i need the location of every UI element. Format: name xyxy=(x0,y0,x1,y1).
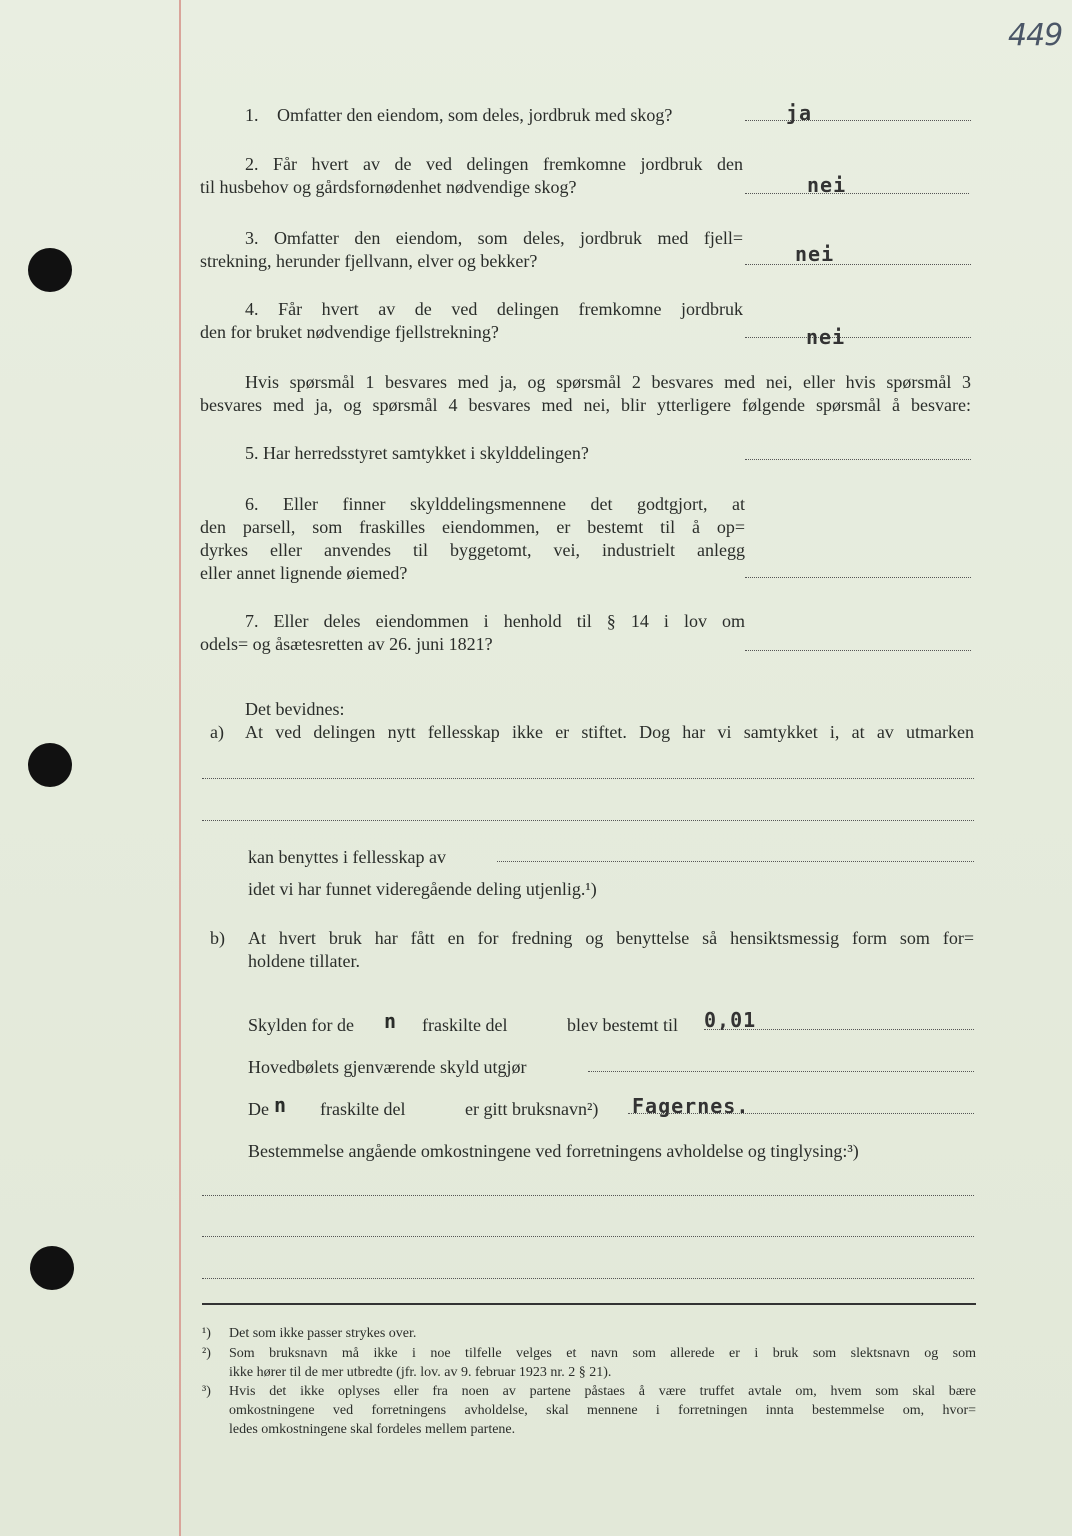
punch-hole xyxy=(28,743,72,787)
question-4-line-1: 4. Får hvert av de ved delingen fremkomne jordbruk xyxy=(245,299,743,319)
bruksnavn-label: De xyxy=(248,1099,269,1119)
answer-3: nei xyxy=(795,242,835,266)
conditional-intro-line-1: Hvis spørsmål 1 besvares med ja, og spørsmål 2 besvares med nei, eller hvis spørsmål 3 xyxy=(245,372,971,392)
answer-2: nei xyxy=(807,173,847,197)
footnote-1-mark: ¹) xyxy=(202,1326,211,1341)
bevidnes-heading: Det bevidnes: xyxy=(245,699,345,719)
skylden-fraskilte: fraskilte del xyxy=(422,1015,508,1035)
footnote-3-line-3: ledes omkostningene skal fordeles mellem partene. xyxy=(229,1422,516,1437)
footnote-3-line-1: Hvis det ikke oplyses eller fra noen av partene påstaes å være truffet avtale om, hvem som skal bære xyxy=(229,1384,976,1399)
question-5-text: 5. Har herredsstyret samtykket i skylddelingen? xyxy=(245,443,589,463)
answer-line xyxy=(745,264,971,265)
answer-4: nei xyxy=(806,325,846,349)
footnote-3-line-2: omkostningene ved forretningens avholdelse, skal mennene i forretningen innta bestemmelse om, hvor= xyxy=(229,1403,976,1418)
hovedbol-label: Hovedbølets gjenværende skyld utgjør xyxy=(248,1057,527,1077)
question-3-line-1: 3. Omfatter den eiendom, som deles, jordbruk med fjell= xyxy=(245,228,744,248)
section-b-line-2: holdene tillater. xyxy=(248,951,360,971)
fill-line xyxy=(202,1278,974,1279)
page-number: 449 xyxy=(1008,18,1063,53)
footnote-separator xyxy=(202,1303,976,1305)
skylden-value: 0,01 xyxy=(704,1008,757,1032)
answer-line xyxy=(745,577,971,578)
question-6-line-4: eller annet lignende øiemed? xyxy=(200,563,408,583)
footnote-2-line-1: Som bruksnavn må ikke i noe tilfelle velges et navn som allerede er i bruk som slektsnavn og som xyxy=(229,1346,976,1361)
answer-1: ja xyxy=(786,101,813,125)
question-3-line-2: strekning, herunder fjellvann, elver og bekker? xyxy=(200,251,538,271)
fill-line xyxy=(202,1236,974,1237)
question-4-line-2: den for bruket nødvendige fjellstrekning? xyxy=(200,322,499,342)
skylden-handwritten-n: n xyxy=(384,1009,397,1033)
section-b-line-1: At hvert bruk har fått en for fredning og benyttelse så hensiktsmessig form som for= xyxy=(248,928,974,948)
question-7-line-2: odels= og åsætesretten av 26. juni 1821? xyxy=(200,634,493,654)
punch-hole xyxy=(30,1246,74,1290)
section-a-text: At ved delingen nytt fellesskap ikke er stiftet. Dog har vi samtykket i, at av utmarken xyxy=(245,722,974,742)
fill-line xyxy=(497,861,974,862)
bestemmelse-label: Bestemmelse angående omkostningene ved forretningens avholdelse og tinglysing:³) xyxy=(248,1141,859,1161)
section-a-line-2: kan benyttes i fellesskap av xyxy=(248,847,446,867)
fill-line xyxy=(202,778,974,779)
section-a-line-3: idet vi har funnet videregående deling utjenlig.¹) xyxy=(248,879,597,899)
bruksnavn-gitt: er gitt bruksnavn²) xyxy=(465,1099,599,1119)
fill-line xyxy=(588,1071,974,1072)
punch-hole xyxy=(28,248,72,292)
question-2-line-2: til husbehov og gårdsfornødenhet nødvendige skog? xyxy=(200,177,577,197)
footnote-1-text: Det som ikke passer strykes over. xyxy=(229,1326,417,1341)
question-1-number: 1. xyxy=(245,105,259,125)
section-a-label: a) xyxy=(210,722,224,742)
answer-line xyxy=(745,193,969,194)
footnote-2-line-2: ikke hører til de mer utbredte (jfr. lov. av 9. februar 1923 nr. 2 § 21). xyxy=(229,1365,612,1380)
answer-line xyxy=(745,650,971,651)
answer-line xyxy=(745,337,971,338)
bruksnavn-value: Fagernes. xyxy=(632,1094,750,1118)
fill-line xyxy=(202,1195,974,1196)
conditional-intro-line-2: besvares med ja, og spørsmål 4 besvares med nei, blir ytterligere følgende spørsmål å besvare: xyxy=(200,395,971,415)
bruksnavn-fraskilte: fraskilte del xyxy=(320,1099,406,1119)
question-6-line-2: den parsell, som fraskilles eiendommen, er bestemt til å op= xyxy=(200,517,745,537)
section-b-label: b) xyxy=(210,928,225,948)
fill-line xyxy=(202,820,974,821)
footnote-3-mark: ³) xyxy=(202,1384,211,1399)
question-2-line-1: 2. Får hvert av de ved delingen fremkomne jordbruk den xyxy=(245,154,744,174)
footnote-2-mark: ²) xyxy=(202,1346,211,1361)
question-6-line-1: 6. Eller finner skylddelingsmennene det godtgjort, at xyxy=(245,494,745,514)
question-1-text: Omfatter den eiendom, som deles, jordbruk med skog? xyxy=(277,105,673,125)
skylden-bestemt: blev bestemt til xyxy=(567,1015,678,1035)
margin-rule xyxy=(179,0,181,1536)
question-7-line-1: 7. Eller deles eiendommen i henhold til § 14 i lov om xyxy=(245,611,745,631)
bruksnavn-handwritten-n: n xyxy=(274,1093,287,1117)
question-6-line-3: dyrkes eller anvendes til byggetomt, vei, industrielt anlegg xyxy=(200,540,745,560)
answer-line xyxy=(745,459,971,460)
skylden-label: Skylden for de xyxy=(248,1015,354,1035)
answer-line xyxy=(745,120,971,121)
